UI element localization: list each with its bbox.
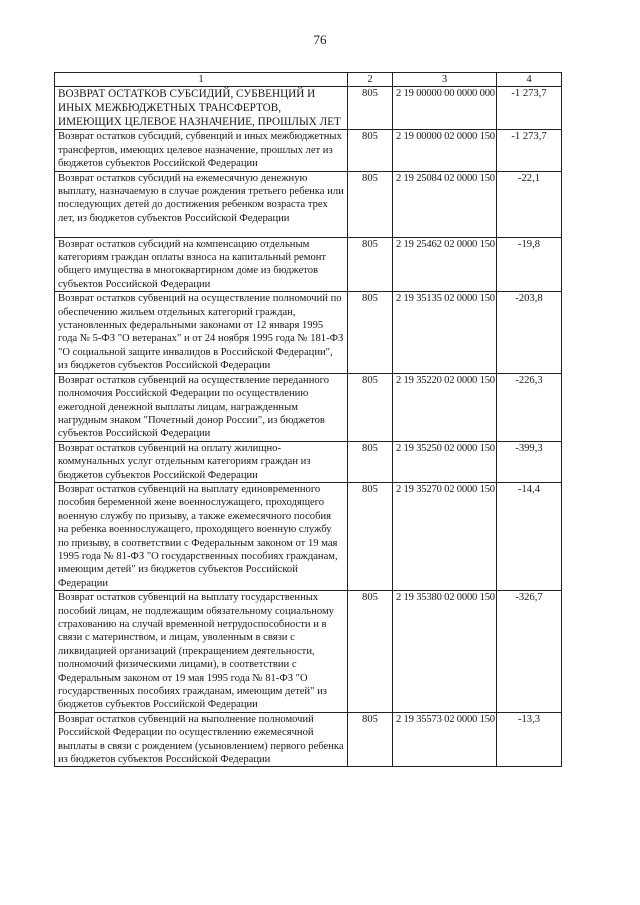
row-name: Возврат остатков субвенций на выполнение полномочий Российской Федерации по осуществлению ежемесячной выплаты в связи с рождением (усыновлением) первого ребенка из бюджетов субъектов Российской Федерации bbox=[55, 712, 348, 767]
header-cell: 3 bbox=[393, 73, 497, 87]
row-admin-code: 805 bbox=[348, 87, 393, 130]
row-amount: -226,3 bbox=[497, 373, 562, 441]
row-amount: -14,4 bbox=[497, 482, 562, 590]
row-amount: -19,8 bbox=[497, 237, 562, 292]
row-amount: -326,7 bbox=[497, 591, 562, 713]
table-header-row bbox=[55, 73, 562, 87]
row-amount: -203,8 bbox=[497, 292, 562, 373]
header-cell: 4 bbox=[497, 73, 562, 87]
row-classification-code: 2 19 00000 02 0000 150 bbox=[393, 130, 497, 171]
row-name: Возврат остатков субвенций на осуществление полномочий по обеспечению жильем отдельных категорий граждан, установленных федеральными законами от 12 января 1995 года № 5-ФЗ "О ветеранах" и от 24 ноября 1995 года № 181-ФЗ "О социальной защите инвалидов в Российской Федерации", из бюджетов субъектов Российской Федерации bbox=[55, 292, 348, 373]
row-classification-code: 2 19 35380 02 0000 150 bbox=[393, 591, 497, 713]
page-number: 76 bbox=[313, 32, 327, 47]
row-name: Возврат остатков субвенций на выплату государственных пособий лицам, не подлежащим обязательному социальному страхованию на случай временной нетрудоспособности и в связи с материнством, и лицам, уволенным в связи с ликвидацией организаций (прекращением деятельности, полномочий физическими лицами), в соответствии с Федеральным законом от 19 мая 1995 года № 81-ФЗ "О государственных пособиях гражданам, имеющим детей" из бюджетов субъектов Российской Федерации bbox=[55, 591, 348, 713]
row-name: ВОЗВРАТ ОСТАТКОВ СУБСИДИЙ, СУБВЕНЦИЙ И ИНЫХ МЕЖБЮДЖЕТНЫХ ТРАНСФЕРТОВ, ИМЕЮЩИХ ЦЕЛЕВОЕ НАЗНАЧЕНИЕ, ПРОШЛЫХ ЛЕТ bbox=[55, 87, 348, 130]
row-admin-code: 805 bbox=[348, 482, 393, 590]
header-cell: 2 bbox=[348, 73, 393, 87]
table-row bbox=[55, 87, 562, 130]
table-row bbox=[55, 591, 562, 713]
row-amount: -13,3 bbox=[497, 712, 562, 767]
row-admin-code: 805 bbox=[348, 591, 393, 713]
row-classification-code: 2 19 35573 02 0000 150 bbox=[393, 712, 497, 767]
row-admin-code: 805 bbox=[348, 712, 393, 767]
row-amount: -1 273,7 bbox=[497, 87, 562, 130]
table-row bbox=[55, 712, 562, 767]
row-classification-code: 2 19 25462 02 0000 150 bbox=[393, 237, 497, 292]
table-row bbox=[55, 237, 562, 292]
row-classification-code: 2 19 00000 00 0000 000 bbox=[393, 87, 497, 130]
row-amount: -399,3 bbox=[497, 441, 562, 482]
row-classification-code: 2 19 25084 02 0000 150 bbox=[393, 171, 497, 237]
row-name: Возврат остатков субсидий на компенсацию отдельным категориям граждан оплаты взноса на капитальный ремонт общего имущества в многоквартирном доме из бюджетов субъектов Российской Федерации bbox=[55, 237, 348, 292]
row-admin-code: 805 bbox=[348, 237, 393, 292]
row-name: Возврат остатков субвенций на осуществление переданного полномочия Российской Федерации по осуществлению ежегодной денежной выплаты лицам, награжденным нагрудным знаком "Почетный донор России", из бюджетов субъектов Российской Федерации bbox=[55, 373, 348, 441]
row-name: Возврат остатков субвенций на оплату жилищно-коммунальных услуг отдельным категориям граждан из бюджетов субъектов Российской Федерации bbox=[55, 441, 348, 482]
row-classification-code: 2 19 35135 02 0000 150 bbox=[393, 292, 497, 373]
row-admin-code: 805 bbox=[348, 130, 393, 171]
table-row bbox=[55, 130, 562, 171]
budget-table bbox=[54, 72, 562, 767]
row-admin-code: 805 bbox=[348, 292, 393, 373]
table-row bbox=[55, 292, 562, 373]
row-admin-code: 805 bbox=[348, 171, 393, 237]
table-row bbox=[55, 171, 562, 237]
row-name: Возврат остатков субсидий на ежемесячную денежную выплату, назначаемую в случае рождения третьего ребенка или последующих детей до достижения ребенком возраста трех лет, из бюджетов субъектов Российской Федерации bbox=[55, 171, 348, 237]
row-classification-code: 2 19 35270 02 0000 150 bbox=[393, 482, 497, 590]
row-amount: -22,1 bbox=[497, 171, 562, 237]
header-cell: 1 bbox=[55, 73, 348, 87]
table-row bbox=[55, 482, 562, 590]
row-name: Возврат остатков субсидий, субвенций и иных межбюджетных трансфертов, имеющих целевое назначение, прошлых лет из бюджетов субъектов Российской Федерации bbox=[55, 130, 348, 171]
row-admin-code: 805 bbox=[348, 373, 393, 441]
row-name: Возврат остатков субвенций на выплату единовременного пособия беременной жене военнослужащего, проходящего военную службу по призыву, а также ежемесячного пособия на ребенка военнослужащего, проходящего военную службу по призыву, в соответствии с Федеральным законом от 19 мая 1995 года № 81-ФЗ "О государственных пособиях гражданам, имеющим детей" из бюджетов субъектов Российской Федерации bbox=[55, 482, 348, 590]
row-amount: -1 273,7 bbox=[497, 130, 562, 171]
row-classification-code: 2 19 35250 02 0000 150 bbox=[393, 441, 497, 482]
table-row bbox=[55, 441, 562, 482]
table-row bbox=[55, 373, 562, 441]
row-admin-code: 805 bbox=[348, 441, 393, 482]
row-classification-code: 2 19 35220 02 0000 150 bbox=[393, 373, 497, 441]
